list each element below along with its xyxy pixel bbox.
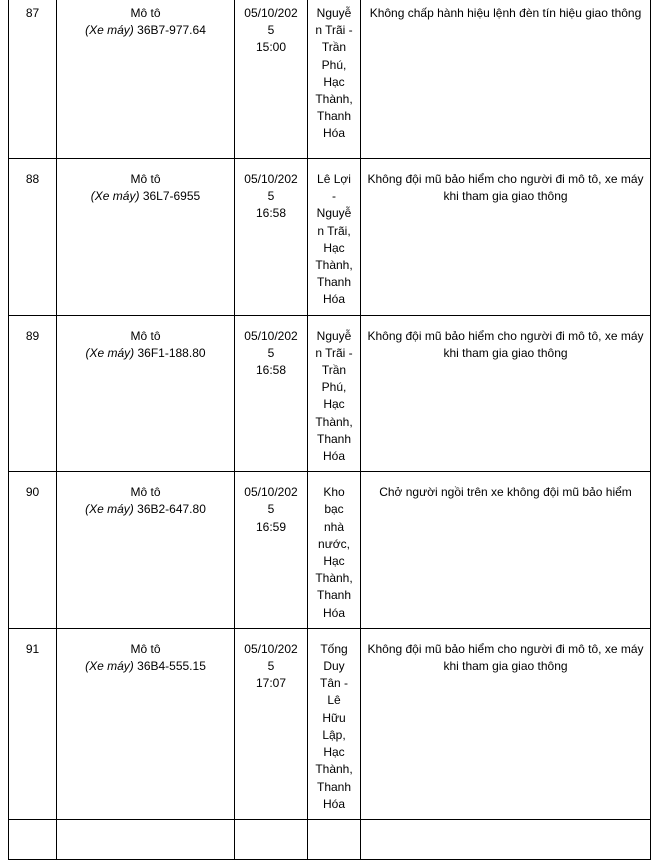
vehicle-plate-line: [63, 345, 228, 362]
violation-time: 16:58: [255, 363, 287, 378]
vehicle-plate-line: [63, 658, 228, 675]
violation-time: 16:58: [255, 206, 287, 221]
vehicle-type: Mô tô: [130, 172, 161, 186]
datetime-cell: [235, 628, 308, 819]
license-plate: 36L7-6955: [142, 189, 201, 204]
vehicle-plate-line: [63, 188, 228, 205]
license-plate: 36F1-188.80: [137, 345, 206, 360]
vehicle-type: Mô tô: [130, 6, 161, 20]
table-row: [9, 315, 651, 472]
datetime-cell: [235, 819, 308, 859]
location-cell: Tống Duy Tân - Lê Hữu Lập, Hạc Thành, Thanh Hóa: [308, 628, 361, 819]
vehicle-subtype: (Xe máy): [85, 345, 135, 360]
datetime-cell: [235, 315, 308, 472]
vehicle-cell: [57, 159, 235, 316]
location-cell: Nguyễn Trãi - Trần Phú, Hạc Thành, Thanh Hóa: [308, 0, 361, 159]
vehicle-cell: [57, 819, 235, 859]
license-plate: 36B7-977.64: [137, 23, 206, 38]
violation-description: Không chấp hành hiệu lệnh đèn tín hiệu giao thông: [361, 0, 651, 159]
table-row: [9, 0, 651, 159]
row-number: 88: [9, 159, 57, 316]
row-number: 91: [9, 628, 57, 819]
violations-table: [8, 0, 651, 860]
license-plate: 36B2-647.80: [137, 502, 206, 517]
location-cell: Lê Lợi - Nguyễn Trãi, Hạc Thành, Thanh Hóa: [308, 159, 361, 316]
table-row: [9, 628, 651, 819]
violation-time: 16:59: [255, 519, 287, 534]
table-row-partial: [9, 819, 651, 859]
vehicle-cell: [57, 0, 235, 159]
vehicle-subtype: (Xe máy): [90, 189, 140, 204]
license-plate: 36B4-555.15: [137, 659, 206, 674]
location-cell: [308, 819, 361, 859]
datetime-cell: [235, 472, 308, 629]
vehicle-cell: [57, 472, 235, 629]
vehicle-type: Mô tô: [130, 485, 161, 500]
violation-description: Chở người ngồi trên xe không đội mũ bảo hiểm: [361, 472, 651, 629]
vehicle-type: Mô tô: [130, 328, 161, 343]
violation-time: 15:00: [255, 40, 287, 55]
row-number: [9, 819, 57, 859]
vehicle-subtype: (Xe máy): [85, 23, 134, 38]
row-number: 89: [9, 315, 57, 472]
vehicle-subtype: (Xe máy): [85, 659, 134, 674]
row-number: 90: [9, 472, 57, 629]
violation-description: [361, 819, 651, 859]
violation-time: 17:07: [255, 676, 287, 691]
row-number: 87: [9, 0, 57, 159]
vehicle-cell: [57, 315, 235, 472]
violation-description: Không đội mũ bảo hiểm cho người đi mô tô, xe máy khi tham gia giao thông: [361, 628, 651, 819]
violation-date: 05/10/2025: [244, 485, 298, 517]
datetime-cell: [235, 0, 308, 159]
table-row: [9, 159, 651, 316]
vehicle-cell: [57, 628, 235, 819]
vehicle-subtype: (Xe máy): [85, 502, 134, 517]
violation-date: 05/10/2025: [244, 641, 298, 674]
vehicle-plate-line: [63, 501, 228, 518]
vehicle-plate-line: [63, 22, 228, 39]
location-cell: Nguyễn Trãi - Trần Phú, Hạc Thành, Thanh Hóa: [308, 315, 361, 472]
violation-date: 05/10/2025: [244, 172, 298, 204]
violation-date: 05/10/2025: [244, 328, 298, 360]
violation-date: 05/10/2025: [244, 6, 298, 38]
location-cell: Kho bạc nhà nước, Hạc Thành, Thanh Hóa: [308, 472, 361, 629]
datetime-cell: [235, 159, 308, 316]
violation-description: Không đội mũ bảo hiểm cho người đi mô tô, xe máy khi tham gia giao thông: [361, 159, 651, 316]
table-row: [9, 472, 651, 629]
violation-description: Không đội mũ bảo hiểm cho người đi mô tô, xe máy khi tham gia giao thông: [361, 315, 651, 472]
vehicle-type: Mô tô: [130, 641, 161, 656]
